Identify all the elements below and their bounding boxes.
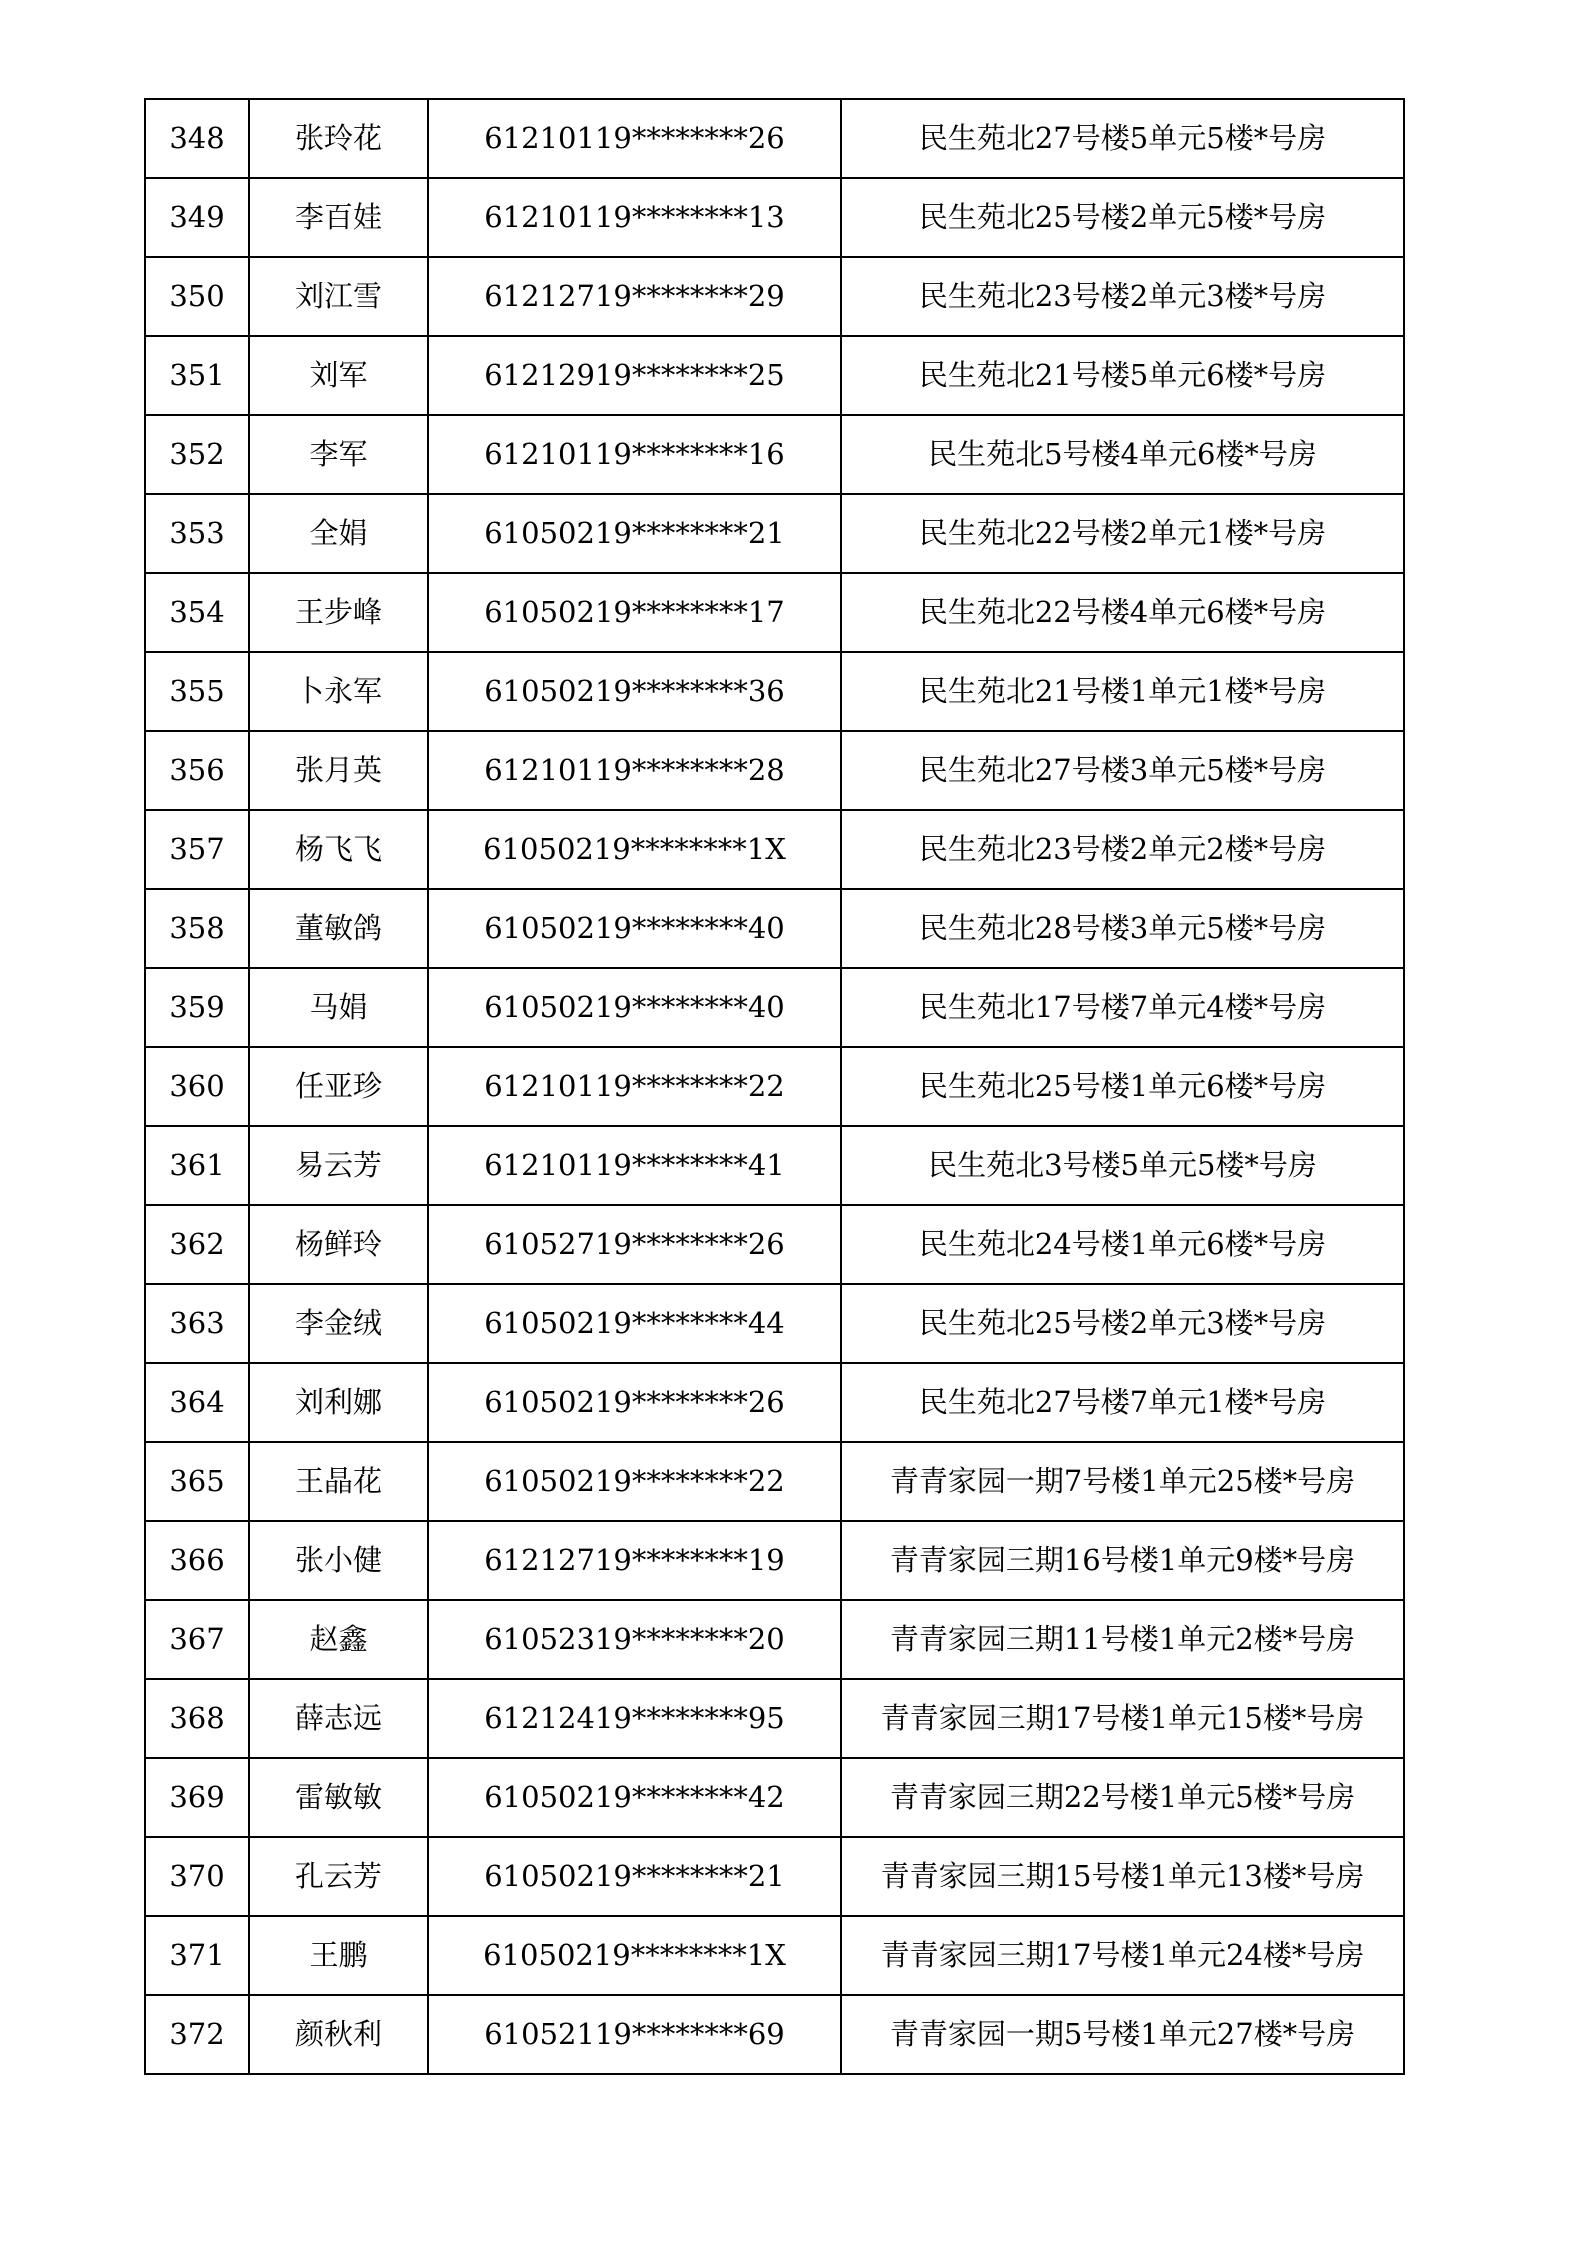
row-number-cell: 358 <box>145 889 249 968</box>
address-cell: 青青家园三期16号楼1单元9楼*号房 <box>841 1521 1404 1600</box>
name-cell: 董敏鸽 <box>249 889 428 968</box>
address-cell: 民生苑北3号楼5单元5楼*号房 <box>841 1126 1404 1205</box>
row-number-cell: 352 <box>145 415 249 494</box>
name-cell: 任亚珍 <box>249 1047 428 1126</box>
row-number-cell: 350 <box>145 257 249 336</box>
row-number-cell: 360 <box>145 1047 249 1126</box>
row-number-cell: 353 <box>145 494 249 573</box>
table-row <box>145 1047 1404 1126</box>
table-row <box>145 1600 1404 1679</box>
id-number-cell: 61050219********1X <box>428 810 841 889</box>
roster-body <box>145 99 1404 2074</box>
name-cell: 全娟 <box>249 494 428 573</box>
name-cell: 刘江雪 <box>249 257 428 336</box>
address-cell: 民生苑北25号楼2单元5楼*号房 <box>841 178 1404 257</box>
row-number-cell: 363 <box>145 1284 249 1363</box>
address-cell: 民生苑北23号楼2单元2楼*号房 <box>841 810 1404 889</box>
id-number-cell: 61050219********1X <box>428 1916 841 1995</box>
id-number-cell: 61210119********22 <box>428 1047 841 1126</box>
address-cell: 青青家园一期7号楼1单元25楼*号房 <box>841 1442 1404 1521</box>
address-cell: 民生苑北23号楼2单元3楼*号房 <box>841 257 1404 336</box>
row-number-cell: 354 <box>145 573 249 652</box>
name-cell: 孔云芳 <box>249 1837 428 1916</box>
row-number-cell: 359 <box>145 968 249 1047</box>
address-cell: 青青家园一期5号楼1单元27楼*号房 <box>841 1995 1404 2074</box>
id-number-cell: 61050219********21 <box>428 1837 841 1916</box>
id-number-cell: 61050219********40 <box>428 968 841 1047</box>
name-cell: 杨鲜玲 <box>249 1205 428 1284</box>
name-cell: 张玲花 <box>249 99 428 178</box>
id-number-cell: 61210119********13 <box>428 178 841 257</box>
name-cell: 马娟 <box>249 968 428 1047</box>
address-cell: 青青家园三期17号楼1单元15楼*号房 <box>841 1679 1404 1758</box>
table-row <box>145 257 1404 336</box>
id-number-cell: 61212419********95 <box>428 1679 841 1758</box>
table-row <box>145 652 1404 731</box>
table-row <box>145 1916 1404 1995</box>
table-row <box>145 1679 1404 1758</box>
table-row <box>145 1521 1404 1600</box>
address-cell: 民生苑北27号楼7单元1楼*号房 <box>841 1363 1404 1442</box>
table-row <box>145 1284 1404 1363</box>
name-cell: 刘军 <box>249 336 428 415</box>
row-number-cell: 355 <box>145 652 249 731</box>
name-cell: 刘利娜 <box>249 1363 428 1442</box>
address-cell: 民生苑北21号楼1单元1楼*号房 <box>841 652 1404 731</box>
row-number-cell: 362 <box>145 1205 249 1284</box>
address-cell: 民生苑北21号楼5单元6楼*号房 <box>841 336 1404 415</box>
id-number-cell: 61212919********25 <box>428 336 841 415</box>
row-number-cell: 367 <box>145 1600 249 1679</box>
row-number-cell: 369 <box>145 1758 249 1837</box>
id-number-cell: 61210119********26 <box>428 99 841 178</box>
row-number-cell: 368 <box>145 1679 249 1758</box>
address-cell: 民生苑北5号楼4单元6楼*号房 <box>841 415 1404 494</box>
roster-table <box>144 98 1405 2075</box>
table-row <box>145 1758 1404 1837</box>
id-number-cell: 61212719********29 <box>428 257 841 336</box>
id-number-cell: 61052119********69 <box>428 1995 841 2074</box>
id-number-cell: 61052719********26 <box>428 1205 841 1284</box>
name-cell: 李百娃 <box>249 178 428 257</box>
row-number-cell: 365 <box>145 1442 249 1521</box>
name-cell: 王鹏 <box>249 1916 428 1995</box>
row-number-cell: 348 <box>145 99 249 178</box>
id-number-cell: 61050219********22 <box>428 1442 841 1521</box>
name-cell: 薛志远 <box>249 1679 428 1758</box>
address-cell: 青青家园三期11号楼1单元2楼*号房 <box>841 1600 1404 1679</box>
id-number-cell: 61212719********19 <box>428 1521 841 1600</box>
id-number-cell: 61210119********28 <box>428 731 841 810</box>
id-number-cell: 61050219********26 <box>428 1363 841 1442</box>
row-number-cell: 349 <box>145 178 249 257</box>
address-cell: 民生苑北25号楼1单元6楼*号房 <box>841 1047 1404 1126</box>
id-number-cell: 61050219********42 <box>428 1758 841 1837</box>
table-row <box>145 1205 1404 1284</box>
address-cell: 民生苑北27号楼3单元5楼*号房 <box>841 731 1404 810</box>
table-row <box>145 1995 1404 2074</box>
address-cell: 青青家园三期22号楼1单元5楼*号房 <box>841 1758 1404 1837</box>
name-cell: 雷敏敏 <box>249 1758 428 1837</box>
id-number-cell: 61210119********16 <box>428 415 841 494</box>
name-cell: 杨飞飞 <box>249 810 428 889</box>
address-cell: 民生苑北28号楼3单元5楼*号房 <box>841 889 1404 968</box>
name-cell: 李金绒 <box>249 1284 428 1363</box>
address-cell: 民生苑北22号楼2单元1楼*号房 <box>841 494 1404 573</box>
name-cell: 李军 <box>249 415 428 494</box>
table-row <box>145 99 1404 178</box>
table-row <box>145 1442 1404 1521</box>
table-row <box>145 731 1404 810</box>
id-number-cell: 61050219********17 <box>428 573 841 652</box>
row-number-cell: 357 <box>145 810 249 889</box>
id-number-cell: 61050219********44 <box>428 1284 841 1363</box>
id-number-cell: 61050219********21 <box>428 494 841 573</box>
row-number-cell: 356 <box>145 731 249 810</box>
row-number-cell: 351 <box>145 336 249 415</box>
id-number-cell: 61050219********40 <box>428 889 841 968</box>
table-row <box>145 1837 1404 1916</box>
row-number-cell: 372 <box>145 1995 249 2074</box>
table-row <box>145 494 1404 573</box>
table-row <box>145 889 1404 968</box>
table-row <box>145 178 1404 257</box>
table-row <box>145 573 1404 652</box>
address-cell: 民生苑北27号楼5单元5楼*号房 <box>841 99 1404 178</box>
row-number-cell: 361 <box>145 1126 249 1205</box>
table-row <box>145 810 1404 889</box>
id-number-cell: 61052319********20 <box>428 1600 841 1679</box>
address-cell: 民生苑北17号楼7单元4楼*号房 <box>841 968 1404 1047</box>
table-row <box>145 1363 1404 1442</box>
table-row <box>145 415 1404 494</box>
name-cell: 张小健 <box>249 1521 428 1600</box>
id-number-cell: 61050219********36 <box>428 652 841 731</box>
address-cell: 民生苑北22号楼4单元6楼*号房 <box>841 573 1404 652</box>
id-number-cell: 61210119********41 <box>428 1126 841 1205</box>
name-cell: 卜永军 <box>249 652 428 731</box>
row-number-cell: 370 <box>145 1837 249 1916</box>
address-cell: 青青家园三期15号楼1单元13楼*号房 <box>841 1837 1404 1916</box>
name-cell: 颜秋利 <box>249 1995 428 2074</box>
table-row <box>145 1126 1404 1205</box>
name-cell: 王晶花 <box>249 1442 428 1521</box>
row-number-cell: 364 <box>145 1363 249 1442</box>
name-cell: 张月英 <box>249 731 428 810</box>
address-cell: 青青家园三期17号楼1单元24楼*号房 <box>841 1916 1404 1995</box>
row-number-cell: 371 <box>145 1916 249 1995</box>
address-cell: 民生苑北24号楼1单元6楼*号房 <box>841 1205 1404 1284</box>
table-row <box>145 968 1404 1047</box>
name-cell: 易云芳 <box>249 1126 428 1205</box>
name-cell: 王步峰 <box>249 573 428 652</box>
address-cell: 民生苑北25号楼2单元3楼*号房 <box>841 1284 1404 1363</box>
row-number-cell: 366 <box>145 1521 249 1600</box>
table-row <box>145 336 1404 415</box>
name-cell: 赵鑫 <box>249 1600 428 1679</box>
